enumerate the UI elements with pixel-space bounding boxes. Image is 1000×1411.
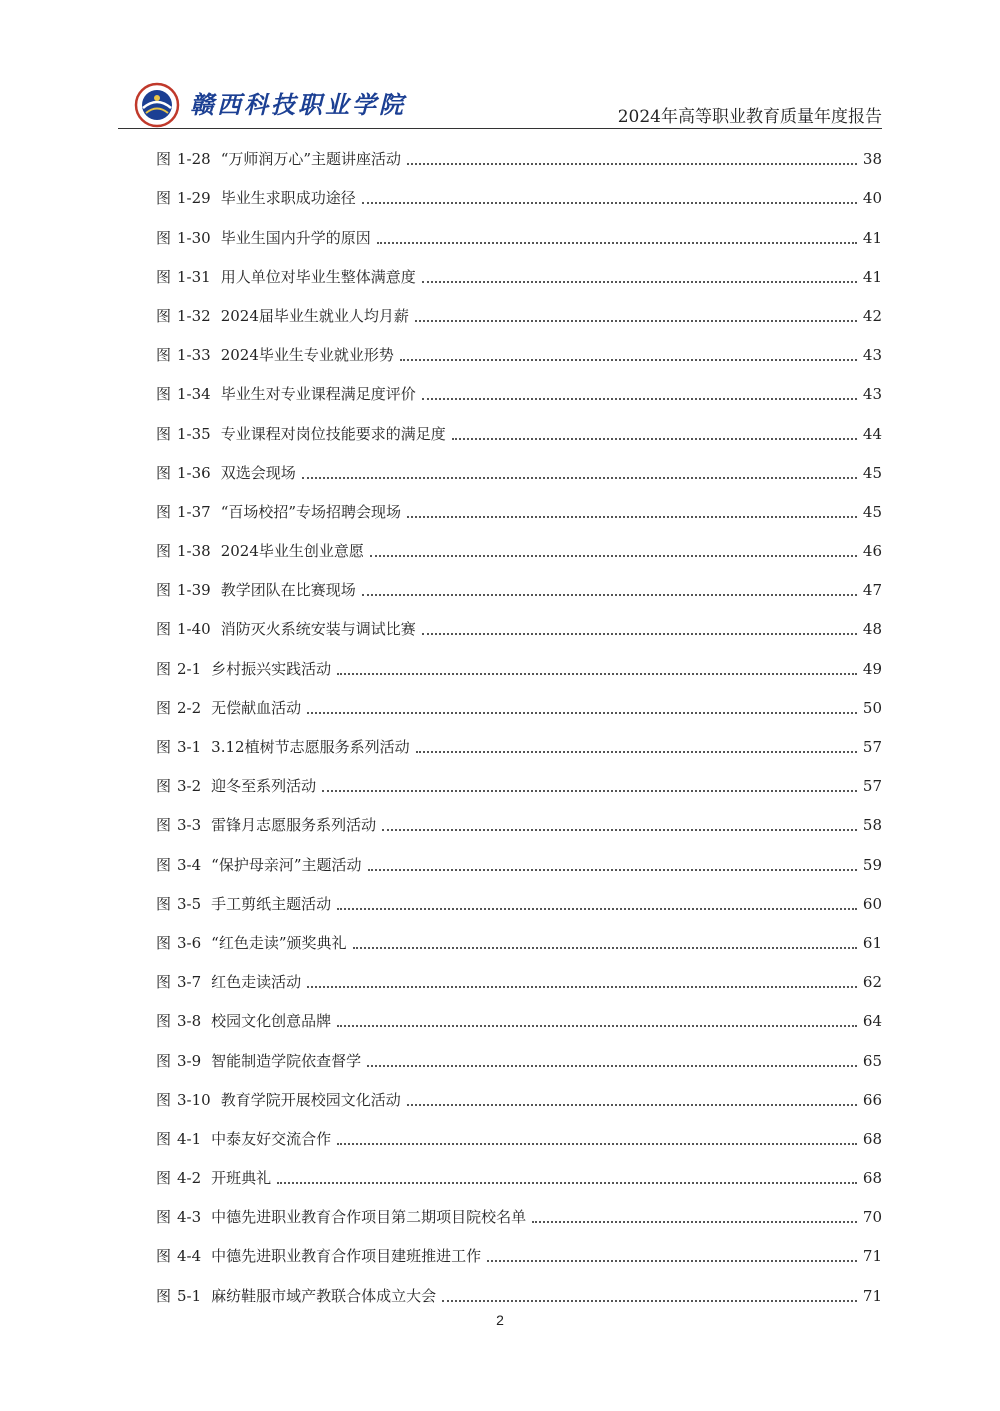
figure-page-number: 64 bbox=[862, 1012, 882, 1031]
figure-title: 毕业生对专业课程满足度评价 bbox=[220, 385, 416, 404]
figure-number: 1-36 bbox=[177, 463, 211, 482]
toc-entry[interactable] bbox=[156, 919, 882, 958]
header-divider bbox=[118, 128, 882, 129]
figure-number: 2-2 bbox=[177, 698, 202, 717]
figure-prefix: 图 bbox=[156, 855, 172, 874]
figure-number: 4-1 bbox=[177, 1129, 202, 1148]
toc-entry[interactable] bbox=[156, 409, 882, 448]
figure-number: 3-4 bbox=[177, 855, 202, 874]
dot-leader bbox=[452, 438, 857, 440]
figure-prefix: 图 bbox=[156, 973, 172, 992]
figure-number: 1-31 bbox=[177, 267, 211, 286]
dot-leader bbox=[322, 790, 857, 792]
toc-entry[interactable] bbox=[156, 1036, 882, 1075]
figure-page-number: 44 bbox=[862, 424, 882, 443]
figure-number: 4-3 bbox=[177, 1208, 202, 1227]
figure-title: 无偿献血活动 bbox=[211, 698, 302, 717]
figure-page-number: 43 bbox=[862, 346, 882, 365]
figure-title: 智能制造学院依查督学 bbox=[211, 1051, 362, 1070]
figure-number: 3-9 bbox=[177, 1051, 202, 1070]
dot-leader bbox=[407, 516, 857, 518]
toc-entry[interactable] bbox=[156, 1076, 882, 1115]
figure-title: 专业课程对岗位技能要求的满足度 bbox=[220, 424, 446, 443]
figure-page-number: 43 bbox=[862, 385, 882, 404]
figure-prefix: 图 bbox=[156, 1051, 172, 1070]
toc-entry[interactable] bbox=[156, 1271, 882, 1310]
figure-number: 3-8 bbox=[177, 1012, 202, 1031]
toc-entry[interactable] bbox=[156, 644, 882, 683]
figure-page-number: 60 bbox=[862, 894, 882, 913]
figure-prefix: 图 bbox=[156, 463, 172, 482]
figure-title: “百场校招”专场招聘会现场 bbox=[220, 502, 402, 521]
dot-leader bbox=[368, 869, 857, 871]
dot-leader bbox=[422, 633, 857, 635]
toc-entry[interactable] bbox=[156, 605, 882, 644]
dot-leader bbox=[377, 242, 857, 244]
figure-page-number: 61 bbox=[862, 933, 882, 952]
figure-prefix: 图 bbox=[156, 777, 172, 796]
figure-prefix: 图 bbox=[156, 385, 172, 404]
figure-page-number: 71 bbox=[862, 1247, 882, 1266]
figure-number: 3-3 bbox=[177, 816, 202, 835]
school-emblem-icon bbox=[134, 82, 180, 128]
figure-prefix: 图 bbox=[156, 698, 172, 717]
toc-entry[interactable] bbox=[156, 1193, 882, 1232]
dot-leader bbox=[337, 673, 857, 675]
figure-number: 1-34 bbox=[177, 385, 211, 404]
figure-prefix: 图 bbox=[156, 150, 172, 169]
figure-number: 1-35 bbox=[177, 424, 211, 443]
dot-leader bbox=[487, 1260, 857, 1262]
dot-leader bbox=[307, 712, 857, 714]
toc-entry[interactable] bbox=[156, 958, 882, 997]
figure-list bbox=[156, 135, 882, 1311]
dot-leader bbox=[442, 1300, 857, 1302]
figure-title: 毕业生国内升学的原因 bbox=[220, 228, 371, 247]
figure-page-number: 48 bbox=[862, 620, 882, 639]
figure-prefix: 图 bbox=[156, 189, 172, 208]
figure-number: 1-32 bbox=[177, 306, 211, 325]
figure-prefix: 图 bbox=[156, 306, 172, 325]
figure-number: 1-40 bbox=[177, 620, 211, 639]
figure-prefix: 图 bbox=[156, 542, 172, 561]
figure-title: 中德先进职业教育合作项目第二期项目院校名单 bbox=[211, 1208, 527, 1227]
dot-leader bbox=[407, 163, 857, 165]
toc-entry[interactable] bbox=[156, 370, 882, 409]
figure-page-number: 40 bbox=[862, 189, 882, 208]
figure-title: 开班典礼 bbox=[211, 1169, 272, 1188]
figure-title: 消防灭火系统安装与调试比赛 bbox=[220, 620, 416, 639]
figure-number: 2-1 bbox=[177, 659, 202, 678]
toc-entry[interactable] bbox=[156, 331, 882, 370]
page-number: 2 bbox=[496, 1312, 504, 1328]
figure-page-number: 71 bbox=[862, 1286, 882, 1305]
figure-number: 1-37 bbox=[177, 502, 211, 521]
dot-leader bbox=[337, 1143, 857, 1145]
dot-leader bbox=[370, 555, 857, 557]
dot-leader bbox=[407, 1104, 857, 1106]
figure-number: 1-29 bbox=[177, 189, 211, 208]
figure-title: 红色走读活动 bbox=[211, 973, 302, 992]
dot-leader bbox=[277, 1182, 857, 1184]
figure-number: 3-7 bbox=[177, 973, 202, 992]
toc-entry[interactable] bbox=[156, 684, 882, 723]
dot-leader bbox=[353, 947, 857, 949]
figure-page-number: 70 bbox=[862, 1208, 882, 1227]
figure-page-number: 42 bbox=[862, 306, 882, 325]
toc-entry[interactable] bbox=[156, 449, 882, 488]
figure-number: 1-30 bbox=[177, 228, 211, 247]
figure-title: 麻纺鞋服市域产教联合体成立大会 bbox=[211, 1286, 437, 1305]
figure-title: 2024毕业生专业就业形势 bbox=[220, 346, 394, 365]
toc-entry[interactable] bbox=[156, 880, 882, 919]
figure-page-number: 68 bbox=[862, 1169, 882, 1188]
figure-prefix: 图 bbox=[156, 933, 172, 952]
figure-number: 1-39 bbox=[177, 581, 211, 600]
dot-leader bbox=[532, 1221, 857, 1223]
toc-entry[interactable] bbox=[156, 292, 882, 331]
figure-prefix: 图 bbox=[156, 1169, 172, 1188]
dot-leader bbox=[307, 986, 857, 988]
figure-prefix: 图 bbox=[156, 1129, 172, 1148]
figure-page-number: 45 bbox=[862, 502, 882, 521]
toc-entry[interactable] bbox=[156, 1115, 882, 1154]
dot-leader bbox=[422, 281, 857, 283]
figure-title: 毕业生求职成功途径 bbox=[220, 189, 356, 208]
dot-leader bbox=[302, 477, 857, 479]
figure-prefix: 图 bbox=[156, 346, 172, 365]
figure-prefix: 图 bbox=[156, 1012, 172, 1031]
dot-leader bbox=[337, 908, 857, 910]
toc-entry[interactable] bbox=[156, 1232, 882, 1271]
figure-prefix: 图 bbox=[156, 228, 172, 247]
figure-page-number: 57 bbox=[862, 738, 882, 756]
toc-entry[interactable] bbox=[156, 997, 882, 1036]
figure-title: 乡村振兴实践活动 bbox=[211, 659, 332, 678]
figure-number: 3-2 bbox=[177, 777, 202, 796]
figure-page-number: 46 bbox=[862, 542, 882, 561]
figure-title: 教学团队在比赛现场 bbox=[220, 581, 356, 600]
figure-prefix: 图 bbox=[156, 1208, 172, 1227]
figure-title: 3.12植树节志愿服务系列活动 bbox=[211, 738, 410, 756]
school-name: 赣西科技职业学院 bbox=[190, 90, 406, 119]
toc-entry[interactable] bbox=[156, 840, 882, 879]
dot-leader bbox=[362, 202, 857, 204]
dot-leader bbox=[400, 359, 857, 361]
figure-number: 3-10 bbox=[177, 1090, 211, 1109]
figure-number: 4-4 bbox=[177, 1247, 202, 1266]
figure-prefix: 图 bbox=[156, 1247, 172, 1266]
toc-entry[interactable] bbox=[156, 253, 882, 292]
dot-leader bbox=[415, 320, 857, 322]
figure-page-number: 41 bbox=[862, 228, 882, 247]
figure-title: 用人单位对毕业生整体满意度 bbox=[220, 267, 416, 286]
dot-leader bbox=[422, 398, 857, 400]
dot-leader bbox=[337, 1025, 857, 1027]
figure-page-number: 62 bbox=[862, 973, 882, 992]
toc-entry[interactable] bbox=[156, 135, 882, 174]
figure-page-number: 68 bbox=[862, 1129, 882, 1148]
figure-number: 3-6 bbox=[177, 933, 202, 952]
figure-number: 5-1 bbox=[177, 1286, 202, 1305]
figure-number: 1-38 bbox=[177, 542, 211, 561]
figure-prefix: 图 bbox=[156, 1090, 172, 1109]
toc-entry[interactable] bbox=[156, 213, 882, 252]
dot-leader bbox=[367, 1065, 857, 1067]
figure-page-number: 65 bbox=[862, 1051, 882, 1070]
figure-number: 3-5 bbox=[177, 894, 202, 913]
figure-prefix: 图 bbox=[156, 894, 172, 913]
figure-number: 1-33 bbox=[177, 346, 211, 365]
figure-title: “万师润万心”主题讲座活动 bbox=[220, 150, 402, 169]
figure-title: “保护母亲河”主题活动 bbox=[211, 855, 362, 874]
figure-title: 手工剪纸主题活动 bbox=[211, 894, 332, 913]
figure-prefix: 图 bbox=[156, 581, 172, 600]
figure-title: “红色走读”颁奖典礼 bbox=[211, 933, 347, 952]
figure-page-number: 38 bbox=[862, 150, 882, 169]
dot-leader bbox=[382, 829, 857, 831]
figure-number: 4-2 bbox=[177, 1169, 202, 1188]
figure-prefix: 图 bbox=[156, 659, 172, 678]
toc-entry[interactable] bbox=[156, 566, 882, 605]
figure-page-number: 57 bbox=[862, 777, 882, 796]
figure-page-number: 50 bbox=[862, 698, 882, 717]
figure-title: 雷锋月志愿服务系列活动 bbox=[211, 816, 377, 835]
figure-prefix: 图 bbox=[156, 620, 172, 639]
dot-leader bbox=[416, 751, 857, 753]
figure-number: 1-28 bbox=[177, 150, 211, 169]
figure-page-number: 47 bbox=[862, 581, 882, 600]
figure-prefix: 图 bbox=[156, 502, 172, 521]
page-header bbox=[118, 72, 882, 128]
figure-page-number: 59 bbox=[862, 855, 882, 874]
figure-title: 中泰友好交流合作 bbox=[211, 1129, 332, 1148]
toc-entry[interactable] bbox=[156, 801, 882, 840]
figure-prefix: 图 bbox=[156, 267, 172, 286]
figure-title: 2024届毕业生就业人均月薪 bbox=[220, 306, 409, 325]
figure-prefix: 图 bbox=[156, 816, 172, 835]
report-title: 2024年高等职业教育质量年度报告 bbox=[617, 107, 882, 127]
figure-title: 双选会现场 bbox=[220, 463, 296, 482]
toc-entry[interactable] bbox=[156, 527, 882, 566]
toc-entry[interactable] bbox=[156, 174, 882, 213]
figure-title: 中德先进职业教育合作项目建班推进工作 bbox=[211, 1247, 482, 1266]
figure-page-number: 66 bbox=[862, 1090, 882, 1109]
figure-prefix: 图 bbox=[156, 1286, 172, 1305]
figure-page-number: 49 bbox=[862, 659, 882, 678]
figure-page-number: 45 bbox=[862, 463, 882, 482]
figure-prefix: 图 bbox=[156, 738, 172, 756]
figure-title: 教育学院开展校园文化活动 bbox=[220, 1090, 401, 1109]
figure-number: 3-1 bbox=[177, 738, 202, 756]
toc-entry[interactable] bbox=[156, 488, 882, 527]
figure-page-number: 41 bbox=[862, 267, 882, 286]
figure-title: 校园文化创意品牌 bbox=[211, 1012, 332, 1031]
toc-entry[interactable] bbox=[156, 762, 882, 801]
toc-entry[interactable] bbox=[156, 723, 882, 762]
figure-prefix: 图 bbox=[156, 424, 172, 443]
figure-page-number: 58 bbox=[862, 816, 882, 835]
figure-title: 2024毕业生创业意愿 bbox=[220, 542, 364, 561]
figure-title: 迎冬至系列活动 bbox=[211, 777, 317, 796]
toc-entry[interactable] bbox=[156, 1154, 882, 1193]
dot-leader bbox=[362, 594, 857, 596]
